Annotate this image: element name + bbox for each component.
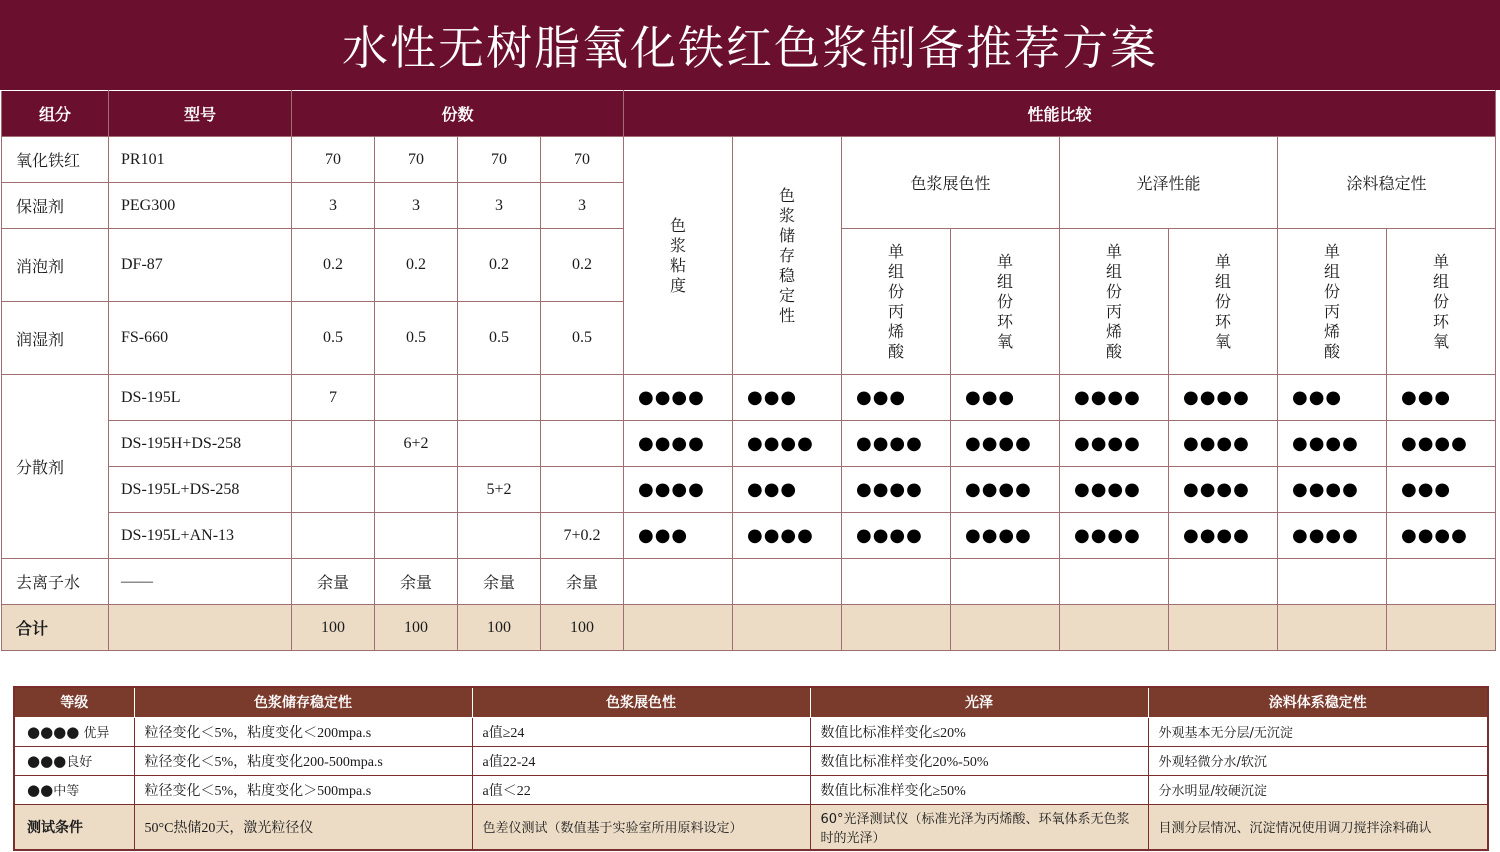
legend-gloss: 数值比标准样变化≤20% [810, 717, 1148, 746]
legend-header-gloss: 光泽 [810, 687, 1148, 717]
part-value [541, 421, 624, 467]
part-value [292, 421, 375, 467]
level-label: 优异 [79, 726, 110, 741]
rating-dots: ●●● [951, 375, 1060, 421]
rating-dots: ●●● [1387, 467, 1496, 513]
total-value: 100 [375, 605, 458, 651]
rating-dots: ●●●● [1169, 421, 1278, 467]
test-conditions-label: 测试条件 [14, 804, 134, 850]
rating-dots: ●●● [624, 513, 733, 559]
model-name: DS-195L+AN-13 [109, 513, 292, 559]
total-row [2, 605, 1496, 651]
rating-dots: ●●●● [1060, 421, 1169, 467]
rating-dots: ●●●● [1060, 375, 1169, 421]
header-performance: 性能比较 [624, 91, 1496, 137]
perf-gloss-header: 光泽性能 [1060, 137, 1278, 229]
component-name: 保湿剂 [2, 183, 109, 229]
legend-level [14, 775, 134, 804]
rating-dots: ●●●● [27, 723, 80, 741]
legend-header-level: 等级 [14, 687, 134, 717]
rating-dots: ●●● [27, 752, 67, 770]
part-value [375, 513, 458, 559]
model-name: —— [109, 559, 292, 605]
model-name: DS-195H+DS-258 [109, 421, 292, 467]
part-value: 7 [292, 375, 375, 421]
formulation-table [1, 90, 1496, 651]
part-value: 余量 [375, 559, 458, 605]
model-name: DF-87 [109, 229, 292, 302]
component-name: 氧化铁红 [2, 137, 109, 183]
header-parts: 份数 [292, 91, 624, 137]
rating-dots: ●●●● [1278, 467, 1387, 513]
part-value [292, 467, 375, 513]
rating-dots: ●●●● [1060, 513, 1169, 559]
part-value [541, 375, 624, 421]
legend-level [14, 717, 134, 746]
part-value: 7+0.2 [541, 513, 624, 559]
sub-header-acrylic: 单组份丙烯酸 [1278, 229, 1387, 375]
rating-dots: ●●●● [733, 513, 842, 559]
legend-stability: 外观轻微分水/软沉 [1148, 746, 1488, 775]
condition-gloss: 60°光泽测试仪（标准光泽为丙烯酸、环氧体系无色浆时的光泽） [810, 804, 1148, 850]
header-row [2, 91, 1496, 137]
part-value [458, 513, 541, 559]
legend-storage: 粒径变化＜5%，粘度变化＜200mpa.s [134, 717, 472, 746]
rating-dots: ●●● [1387, 375, 1496, 421]
perf-coating-stability-header: 涂料稳定性 [1278, 137, 1496, 229]
rating-dots: ●●●● [1169, 467, 1278, 513]
legend-color: a值22-24 [472, 746, 810, 775]
sub-header-acrylic: 单组份丙烯酸 [842, 229, 951, 375]
part-value: 余量 [292, 559, 375, 605]
rating-dots: ●●●● [733, 421, 842, 467]
condition-color: 色差仪测试（数值基于实验室所用原料设定） [472, 804, 810, 850]
model-name: FS-660 [109, 302, 292, 375]
total-value: 100 [292, 605, 375, 651]
rating-dots: ●●●● [624, 421, 733, 467]
legend-color: a值＜22 [472, 775, 810, 804]
part-value: 余量 [458, 559, 541, 605]
rating-dots: ●●●● [842, 513, 951, 559]
part-value [375, 375, 458, 421]
rating-dots: ●●●● [624, 375, 733, 421]
part-value: 0.5 [541, 302, 624, 375]
part-value: 5+2 [458, 467, 541, 513]
legend-row [14, 746, 1488, 775]
legend-header-color: 色浆展色性 [472, 687, 810, 717]
part-value: 0.5 [458, 302, 541, 375]
rating-dots: ●●●● [951, 421, 1060, 467]
part-value: 70 [375, 137, 458, 183]
part-value: 70 [541, 137, 624, 183]
part-value: 70 [458, 137, 541, 183]
legend-header-storage: 色浆储存稳定性 [134, 687, 472, 717]
rating-dots: ●●●● [1387, 513, 1496, 559]
rating-dots: ●●● [1278, 375, 1387, 421]
legend-storage: 粒径变化＜5%，粘度变化200-500mpa.s [134, 746, 472, 775]
sub-header-epoxy: 单组份环氧 [951, 229, 1060, 375]
dispersant-row [2, 467, 1496, 513]
legend-gloss: 数值比标准样变化≥50% [810, 775, 1148, 804]
component-name: 去离子水 [2, 559, 109, 605]
header-component: 组分 [2, 91, 109, 137]
rating-dots: ●●●● [1169, 375, 1278, 421]
part-value: 余量 [541, 559, 624, 605]
component-name: 润湿剂 [2, 302, 109, 375]
legend-row [14, 717, 1488, 746]
rating-dots: ●●●● [951, 467, 1060, 513]
perf-color-dev-header: 色浆展色性 [842, 137, 1060, 229]
rating-dots: ●●● [733, 375, 842, 421]
legend-storage: 粒径变化＜5%，粘度变化＞500mpa.s [134, 775, 472, 804]
part-value: 70 [292, 137, 375, 183]
legend-row [14, 775, 1488, 804]
dispersant-row [2, 513, 1496, 559]
legend-stability: 分水明显/较硬沉淀 [1148, 775, 1488, 804]
sub-header-acrylic: 单组份丙烯酸 [1060, 229, 1169, 375]
legend-gloss: 数值比标准样变化20%-50% [810, 746, 1148, 775]
part-value [375, 467, 458, 513]
model-name: PR101 [109, 137, 292, 183]
sub-header-epoxy: 单组份环氧 [1387, 229, 1496, 375]
part-value: 3 [292, 183, 375, 229]
condition-storage: 50°C热储20天，激光粒径仪 [134, 804, 472, 850]
test-conditions-row [14, 804, 1488, 850]
water-row [2, 559, 1496, 605]
model-name: PEG300 [109, 183, 292, 229]
rating-dots: ●●● [842, 375, 951, 421]
legend-header-stability: 涂料体系稳定性 [1148, 687, 1488, 717]
legend-color: a值≥24 [472, 717, 810, 746]
rating-dots: ●● [27, 781, 54, 799]
part-value [458, 421, 541, 467]
rating-dots: ●●●● [842, 421, 951, 467]
rating-dots: ●●●● [1169, 513, 1278, 559]
sub-header-epoxy: 单组份环氧 [1169, 229, 1278, 375]
component-name: 消泡剂 [2, 229, 109, 302]
part-value: 3 [541, 183, 624, 229]
rating-dots: ●●●● [1278, 513, 1387, 559]
dispersant-row [2, 375, 1496, 421]
total-label: 合计 [2, 605, 109, 651]
perf-viscosity-header: 色浆粘度 [624, 137, 733, 375]
part-value: 6+2 [375, 421, 458, 467]
rating-dots: ●●●● [1278, 421, 1387, 467]
dispersant-row [2, 421, 1496, 467]
legend-stability: 外观基本无分层/无沉淀 [1148, 717, 1488, 746]
level-label: 良好 [66, 755, 93, 770]
part-value [292, 513, 375, 559]
level-label: 中等 [53, 784, 80, 799]
condition-stability: 目测分层情况、沉淀情况使用调刀搅拌涂料确认 [1148, 804, 1488, 850]
part-value: 3 [375, 183, 458, 229]
model-name: DS-195L+DS-258 [109, 467, 292, 513]
rating-dots: ●●●● [624, 467, 733, 513]
component-name: 分散剂 [2, 375, 109, 559]
rating-legend-table [13, 686, 1489, 851]
perf-storage-header: 色浆储存稳定性 [733, 137, 842, 375]
rating-dots: ●●●● [842, 467, 951, 513]
part-value: 3 [458, 183, 541, 229]
rating-dots: ●●●● [951, 513, 1060, 559]
part-value [541, 467, 624, 513]
model-name: DS-195L [109, 375, 292, 421]
header-model: 型号 [109, 91, 292, 137]
rating-dots: ●●●● [1060, 467, 1169, 513]
page-title: 水性无树脂氧化铁红色浆制备推荐方案 [0, 0, 1500, 90]
part-value: 0.2 [292, 229, 375, 302]
part-value: 0.2 [541, 229, 624, 302]
rating-dots: ●●●● [1387, 421, 1496, 467]
part-value [458, 375, 541, 421]
part-value: 0.5 [292, 302, 375, 375]
legend-level [14, 746, 134, 775]
rating-dots: ●●● [733, 467, 842, 513]
part-value: 0.2 [458, 229, 541, 302]
part-value: 0.2 [375, 229, 458, 302]
table-row [2, 137, 1496, 183]
part-value: 0.5 [375, 302, 458, 375]
total-value: 100 [541, 605, 624, 651]
total-value: 100 [458, 605, 541, 651]
